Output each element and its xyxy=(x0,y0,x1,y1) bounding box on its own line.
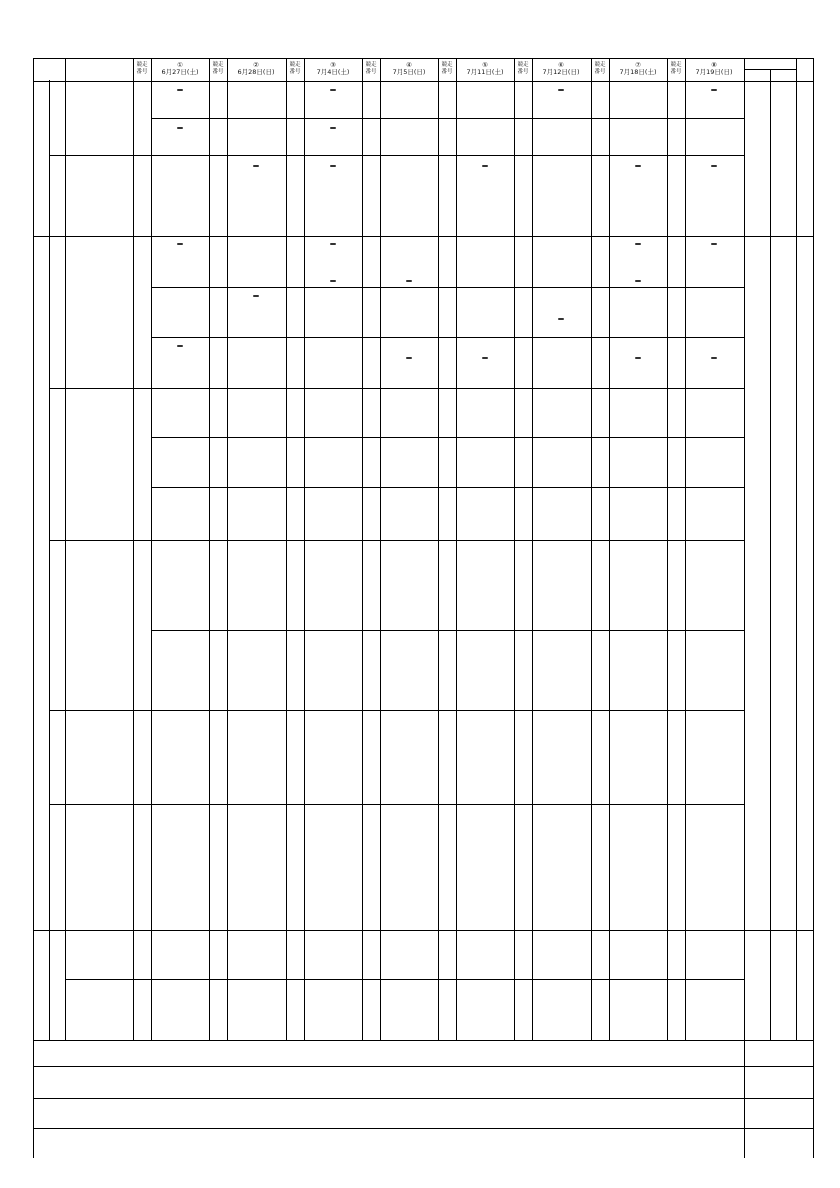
race-cell[interactable] xyxy=(456,160,514,170)
tag-shitei xyxy=(177,89,183,91)
header-shubetsu xyxy=(33,58,65,80)
day-date: 6月27日(土) xyxy=(161,68,199,76)
race-cell[interactable] xyxy=(304,275,362,285)
race-cell[interactable] xyxy=(227,290,285,300)
day-number: ② xyxy=(253,61,259,69)
race-tags xyxy=(151,122,209,132)
header-joken xyxy=(65,58,133,80)
race-tags xyxy=(609,275,667,285)
header-day-4 xyxy=(380,58,438,80)
tag-shitei xyxy=(635,357,641,359)
race-tags xyxy=(685,160,743,170)
race-cell[interactable] xyxy=(304,238,362,248)
race-cell[interactable] xyxy=(456,352,514,362)
tag-shitei xyxy=(711,243,717,245)
tag-shitei xyxy=(177,243,183,245)
race-tags xyxy=(609,352,667,362)
race-tags xyxy=(609,160,667,170)
tag-shitei xyxy=(330,165,336,167)
header-race-number: 競走 番号 xyxy=(212,62,224,75)
day-number: ⑧ xyxy=(711,61,717,69)
race-tags xyxy=(304,84,362,94)
race-cell[interactable] xyxy=(609,275,667,285)
tag-shitei xyxy=(330,280,336,282)
race-tags xyxy=(532,84,590,94)
race-cell[interactable] xyxy=(151,122,209,132)
race-tags xyxy=(380,275,438,285)
header-day-5 xyxy=(456,58,514,80)
race-tags xyxy=(304,238,362,248)
race-cell[interactable] xyxy=(532,84,590,94)
day-number: ① xyxy=(177,61,183,69)
race-tags xyxy=(685,238,743,248)
header-betsu xyxy=(796,58,813,80)
race-cell[interactable] xyxy=(227,160,285,170)
race-tags xyxy=(151,238,209,248)
tag-shitei xyxy=(253,295,259,297)
race-cell[interactable] xyxy=(151,84,209,94)
header-race-number: 競走 番号 xyxy=(365,62,377,75)
day-date: 7月18日(土) xyxy=(619,68,657,76)
day-number: ④ xyxy=(406,61,412,69)
header-tokubetsu xyxy=(770,69,796,80)
header-day-8 xyxy=(685,58,743,80)
tag-shitei xyxy=(177,345,183,347)
race-cell[interactable] xyxy=(532,313,590,323)
header-race-number: 競走 番号 xyxy=(136,62,148,75)
tag-shitei xyxy=(406,280,412,282)
header-day-2 xyxy=(227,58,285,80)
header-day-1 xyxy=(151,58,209,80)
tag-shitei xyxy=(635,280,641,282)
race-tags xyxy=(227,290,285,300)
race-tags xyxy=(151,84,209,94)
header-race-number: 競走 番号 xyxy=(594,62,606,75)
race-cell[interactable] xyxy=(151,340,209,350)
race-tags xyxy=(227,160,285,170)
header-day-3 xyxy=(304,58,362,80)
day-number: ⑦ xyxy=(635,61,641,69)
race-cell[interactable] xyxy=(685,238,743,248)
tag-shitei xyxy=(635,243,641,245)
race-tags xyxy=(456,160,514,170)
race-cell[interactable] xyxy=(609,352,667,362)
tag-shitei xyxy=(482,165,488,167)
race-cell[interactable] xyxy=(151,238,209,248)
race-tags xyxy=(304,160,362,170)
race-cell[interactable] xyxy=(304,160,362,170)
race-cell[interactable] xyxy=(380,352,438,362)
race-tags xyxy=(304,122,362,132)
header-race-number: 競走 番号 xyxy=(441,62,453,75)
day-date: 7月4日(土) xyxy=(316,68,350,76)
race-tags xyxy=(456,352,514,362)
race-tags xyxy=(685,352,743,362)
race-cell[interactable] xyxy=(685,84,743,94)
tag-shitei xyxy=(711,89,717,91)
day-date: 7月5日(日) xyxy=(392,68,426,76)
day-date: 6月28日(日) xyxy=(237,68,275,76)
header-race-number: 競走 番号 xyxy=(517,62,529,75)
day-date: 7月11日(土) xyxy=(466,68,504,76)
tag-shitei xyxy=(406,357,412,359)
race-tags xyxy=(151,340,209,350)
race-cell[interactable] xyxy=(609,160,667,170)
tag-shitei xyxy=(635,165,641,167)
race-tags xyxy=(609,238,667,248)
header-ippan xyxy=(744,69,770,80)
day-date: 7月19日(日) xyxy=(695,68,733,76)
race-tags xyxy=(380,352,438,362)
race-tags xyxy=(685,84,743,94)
day-number: ③ xyxy=(330,61,336,69)
day-number: ⑥ xyxy=(558,61,564,69)
tag-shitei xyxy=(177,127,183,129)
day-date: 7月12日(日) xyxy=(542,68,580,76)
tag-shitei xyxy=(330,243,336,245)
tag-shitei xyxy=(558,89,564,91)
tag-shitei xyxy=(330,127,336,129)
tag-shitei xyxy=(711,165,717,167)
day-number: ⑤ xyxy=(482,61,488,69)
header-day-6 xyxy=(532,58,590,80)
tag-shitei xyxy=(482,357,488,359)
header-day-7 xyxy=(609,58,667,80)
tag-shitei xyxy=(558,318,564,320)
race-cell[interactable] xyxy=(609,238,667,248)
race-tags xyxy=(304,275,362,285)
race-cell[interactable] xyxy=(685,160,743,170)
race-cell[interactable] xyxy=(380,275,438,285)
race-tags xyxy=(532,313,590,323)
tag-shitei xyxy=(711,357,717,359)
header-race-number: 競走 番号 xyxy=(289,62,301,75)
header-race-number: 競走 番号 xyxy=(670,62,682,75)
race-cell[interactable] xyxy=(304,122,362,132)
tag-shitei xyxy=(253,165,259,167)
tag-shitei xyxy=(330,89,336,91)
header-honkin xyxy=(744,58,796,69)
race-cell[interactable] xyxy=(304,84,362,94)
race-cell[interactable] xyxy=(685,352,743,362)
